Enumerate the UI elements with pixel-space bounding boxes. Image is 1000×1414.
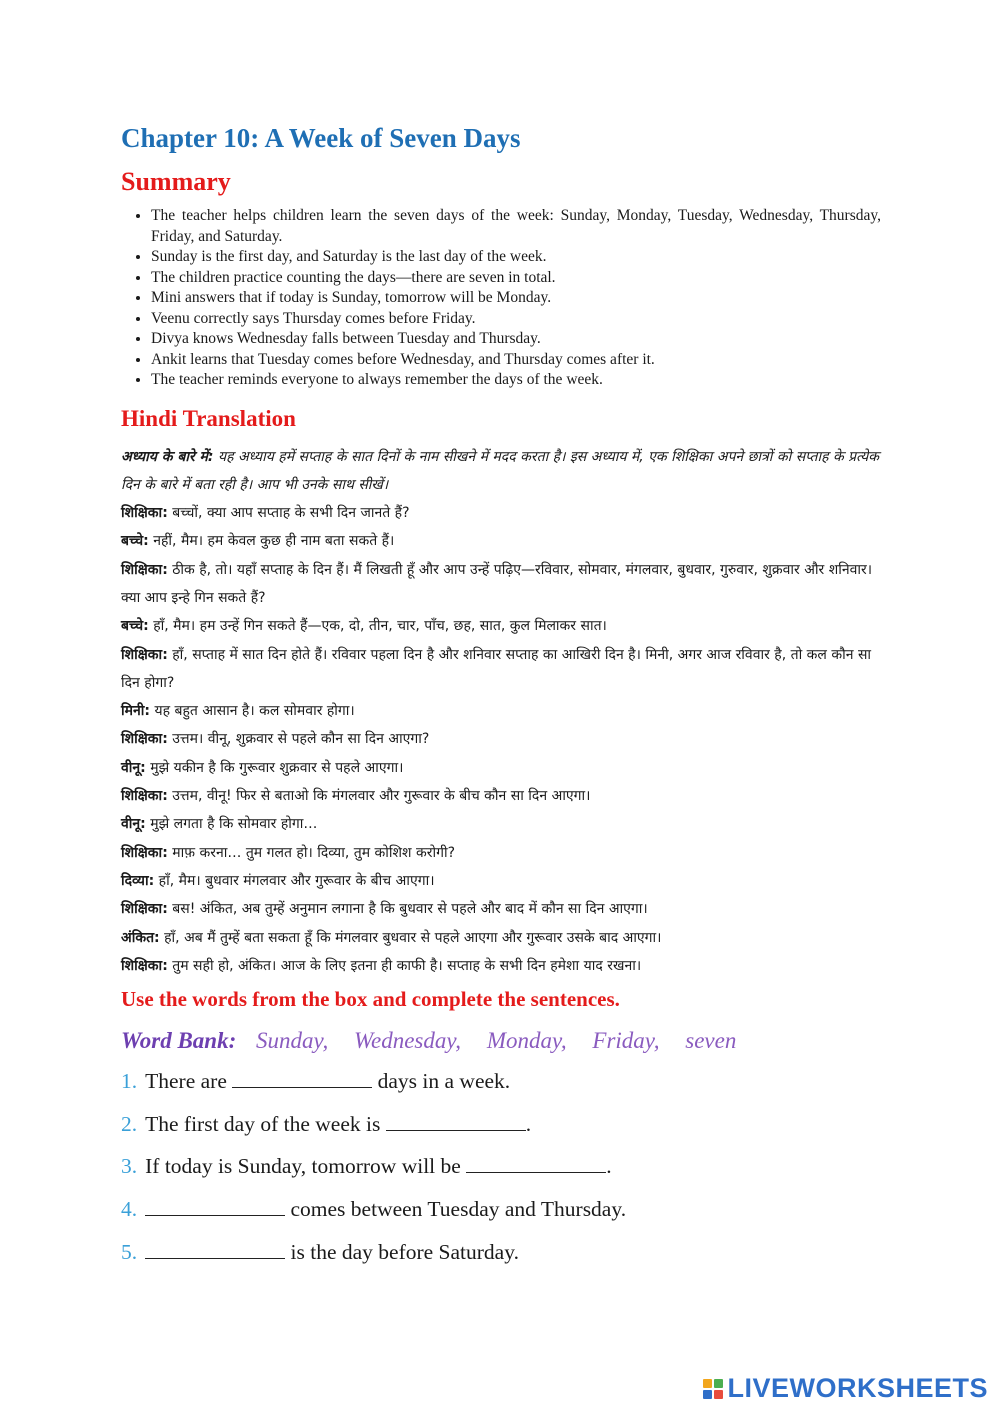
speaker: शिक्षिका: bbox=[121, 731, 168, 748]
answer-blank[interactable] bbox=[232, 1069, 372, 1088]
dialogue-text: मुझे यकीन है कि गुरूवार शुक्रवार से पहले आएगा। bbox=[150, 759, 404, 776]
speaker: शिक्षिका: bbox=[121, 505, 168, 522]
dialogue-text: बच्चों, क्या आप सप्ताह के सभी दिन जानते हैं? bbox=[172, 505, 410, 522]
question-number: 2. bbox=[121, 1111, 138, 1136]
summary-item: • The children practice counting the days—there are seven in total. bbox=[151, 268, 881, 289]
summary-item: • Divya knows Wednesday falls between Tuesday and Thursday. bbox=[151, 329, 881, 350]
question-item bbox=[121, 1151, 881, 1181]
dialogue-line bbox=[121, 924, 881, 952]
word-bank-word: Sunday, bbox=[256, 1028, 329, 1054]
dialogue-text: हाँ, मैम। बुधवार मंगलवार और गुरूवार के बीच आएगा। bbox=[158, 872, 435, 889]
dialogue-line bbox=[121, 641, 881, 698]
dialogue-line bbox=[121, 839, 881, 867]
word-bank-word: Monday, bbox=[486, 1028, 567, 1054]
speaker: शिक्षिका: bbox=[121, 561, 168, 578]
speaker: दिव्या: bbox=[121, 872, 155, 889]
worksheet-page bbox=[121, 118, 881, 1279]
dialogue-line bbox=[121, 499, 881, 527]
speaker: शिक्षिका: bbox=[121, 788, 168, 805]
dialogue-line bbox=[121, 556, 881, 613]
dialogue-text: मुझे लगता है कि सोमवार होगा… bbox=[150, 816, 318, 833]
hindi-dialogue bbox=[121, 443, 881, 981]
liveworksheets-logo[interactable] bbox=[703, 1373, 988, 1404]
word-bank bbox=[121, 1026, 881, 1056]
dialogue-text: हाँ, सप्ताह में सात दिन होते हैं। रविवार पहला दिन है और शनिवार सप्ताह का आखिरी दिन है। मिनी, अगर आज रविवार है, तो कल कौन सा दिन होगा? bbox=[121, 646, 872, 691]
question-text-before: There are bbox=[145, 1069, 233, 1094]
word-bank-word: Wednesday, bbox=[353, 1028, 462, 1054]
dialogue-line bbox=[121, 612, 881, 640]
question-text-before: If today is Sunday, tomorrow will be bbox=[145, 1154, 467, 1179]
summary-heading: Summary bbox=[121, 167, 231, 196]
question-item bbox=[121, 1237, 881, 1267]
answer-blank[interactable] bbox=[386, 1112, 526, 1131]
summary-item: • Mini answers that if today is Sunday, tomorrow will be Monday. bbox=[151, 288, 881, 309]
speaker: शिक्षिका: bbox=[121, 844, 168, 861]
summary-item: • Sunday is the first day, and Saturday is the last day of the week. bbox=[151, 247, 881, 268]
speaker: वीनू: bbox=[121, 816, 146, 833]
question-text-after: comes between Tuesday and Thursday. bbox=[285, 1196, 627, 1221]
dialogue-line bbox=[121, 895, 881, 923]
speaker: मिनी: bbox=[121, 703, 150, 720]
question-text-after: . bbox=[525, 1111, 532, 1136]
brand-name: LIVEWORKSHEETS bbox=[727, 1373, 988, 1403]
dialogue-text: माफ़ करना… तुम गलत हो। दिव्या, तुम कोशिश करोगी? bbox=[172, 844, 456, 861]
dialogue-text: हाँ, मैम। हम उन्हें गिन सकते हैं—एक, दो, तीन, चार, पाँच, छह, सात, कुल मिलाकर सात। bbox=[153, 618, 607, 635]
dialogue-text: नहीं, मैम। हम केवल कुछ ही नाम बता सकते हैं। bbox=[153, 533, 395, 550]
question-number: 5. bbox=[121, 1239, 138, 1264]
about-label: अध्याय के बारे में: bbox=[121, 448, 214, 465]
chapter-title: Chapter 10: A Week of Seven Days bbox=[121, 123, 521, 153]
dialogue-text: यह बहुत आसान है। कल सोमवार होगा। bbox=[154, 703, 355, 720]
answer-blank[interactable] bbox=[466, 1154, 606, 1173]
question-item bbox=[121, 1066, 881, 1096]
dialogue-text: ठीक है, तो। यहाँ सप्ताह के दिन हैं। मैं लिखती हूँ और आप उन्हें पढ़िए—रविवार, सोमवार, मंगलवार, बुधवार, गुरुवार, शुक्रवार और शनिवार। क्या आप इन्हे गिन सकते हैं? bbox=[121, 561, 873, 606]
question-item bbox=[121, 1194, 881, 1224]
word-bank-word: seven bbox=[685, 1028, 737, 1054]
summary-item: • The teacher helps children learn the seven days of the week: Sunday, Monday, Tuesday, Wednesday, Thursday, Friday, and Saturday. bbox=[151, 206, 881, 247]
speaker: शिक्षिका: bbox=[121, 646, 168, 663]
summary-item: • The teacher reminds everyone to always remember the days of the week. bbox=[151, 370, 881, 391]
summary-list bbox=[121, 206, 881, 391]
summary-item: • Veenu correctly says Thursday comes before Friday. bbox=[151, 309, 881, 330]
about-chapter bbox=[121, 443, 881, 500]
about-text: यह अध्याय हमें सप्ताह के सात दिनों के नाम सीखने में मदद करता है। इस अध्याय में, एक शिक्षिका अपने छात्रों को सप्ताह के प्रत्येक दिन के बारे में बता रही है। आप भी उनके साथ सीखें। bbox=[121, 448, 880, 493]
word-bank-word: Friday, bbox=[592, 1028, 660, 1054]
dialogue-line bbox=[121, 527, 881, 555]
question-item bbox=[121, 1109, 881, 1139]
question-number: 1. bbox=[121, 1069, 138, 1094]
speaker: अंकित: bbox=[121, 929, 160, 946]
question-number: 3. bbox=[121, 1154, 138, 1179]
speaker: बच्चे: bbox=[121, 618, 149, 635]
logo-square bbox=[703, 1390, 712, 1399]
dialogue-line bbox=[121, 754, 881, 782]
dialogue-text: हाँ, अब मैं तुम्हें बता सकता हूँ कि मंगलवार बुधवार से पहले आएगा और गुरूवार उसके बाद आएगा। bbox=[164, 929, 662, 946]
liveworksheets-logo-icon bbox=[703, 1379, 723, 1399]
dialogue-line bbox=[121, 810, 881, 838]
question-list bbox=[121, 1066, 881, 1266]
question-number: 4. bbox=[121, 1196, 138, 1221]
question-text-before: The first day of the week is bbox=[145, 1111, 386, 1136]
answer-blank[interactable] bbox=[145, 1197, 285, 1216]
exercise-instruction: Use the words from the box and complete the sentences. bbox=[121, 987, 620, 1012]
dialogue-line bbox=[121, 725, 881, 753]
dialogue-text: उत्तम। वीनू, शुक्रवार से पहले कौन सा दिन आएगा? bbox=[172, 731, 430, 748]
speaker: शिक्षिका: bbox=[121, 957, 168, 974]
dialogue-text: उत्तम, वीनू! फिर से बताओ कि मंगलवार और गुरूवार के बीच कौन सा दिन आएगा। bbox=[172, 788, 591, 805]
speaker: शिक्षिका: bbox=[121, 901, 168, 918]
speaker: वीनू: bbox=[121, 759, 146, 776]
logo-square bbox=[714, 1379, 723, 1388]
logo-square bbox=[703, 1379, 712, 1388]
dialogue-line bbox=[121, 867, 881, 895]
dialogue-line bbox=[121, 952, 881, 980]
answer-blank[interactable] bbox=[145, 1240, 285, 1259]
speaker: बच्चे: bbox=[121, 533, 149, 550]
question-text-after: . bbox=[606, 1154, 612, 1179]
summary-item: • Ankit learns that Tuesday comes before Wednesday, and Thursday comes after it. bbox=[151, 350, 881, 371]
logo-square bbox=[714, 1390, 723, 1399]
dialogue-line bbox=[121, 697, 881, 725]
question-text-after: is the day before Saturday. bbox=[285, 1239, 519, 1264]
hindi-translation-heading: Hindi Translation bbox=[121, 405, 296, 431]
dialogue-line bbox=[121, 782, 881, 810]
dialogue-text: तुम सही हो, अंकित। आज के लिए इतना ही काफी है। सप्ताह के सभी दिन हमेशा याद रखना। bbox=[172, 957, 642, 974]
question-text-after: days in a week. bbox=[372, 1069, 511, 1094]
word-bank-label: Word Bank: bbox=[121, 1028, 237, 1054]
dialogue-text: बस! अंकित, अब तुम्हें अनुमान लगाना है कि बुधवार से पहले और बाद में कौन सा दिन आएगा। bbox=[172, 901, 648, 918]
